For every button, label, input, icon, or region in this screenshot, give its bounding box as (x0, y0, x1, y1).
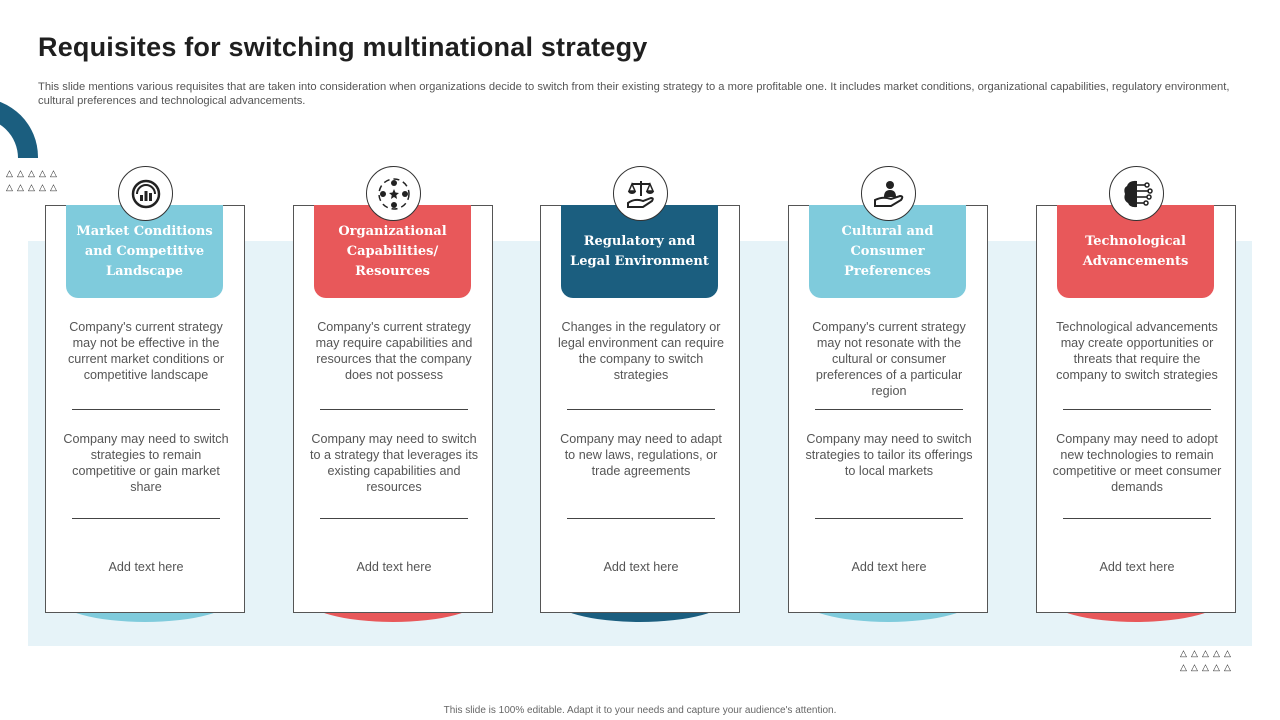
footer-note: This slide is 100% editable. Adapt it to your needs and capture your audience's attention. (443, 705, 837, 716)
card-divider-2 (567, 518, 715, 519)
card-text-2: Company may need to adapt to new laws, regulations, or trade agreements (560, 432, 722, 478)
scales-hand-icon (613, 166, 668, 221)
triangle-pattern-left: △ △ △ △ △ △ △ △ △ △ (6, 168, 57, 192)
card-text-1: Technological advancements may create opportunities or threats that require the company to switch strategies (1056, 320, 1218, 382)
chart-gauge-icon (118, 166, 173, 221)
card-heading: Regulatory and Legal Environment (561, 205, 718, 298)
card-divider-2 (320, 518, 468, 519)
requisite-card-organizational (293, 166, 493, 626)
hand-person-icon (861, 166, 916, 221)
team-star-icon (366, 166, 421, 221)
triangle-pattern-right: △ △ △ △ △ △ △ △ △ △ (1180, 648, 1231, 672)
card-text-1: Company's current strategy may not be effective in the current market conditions or competitive landscape (67, 320, 225, 382)
requisite-card-cultural (788, 166, 988, 626)
requisite-card-regulatory (540, 166, 740, 626)
card-divider-2 (815, 518, 963, 519)
card-heading: Cultural and Consumer Preferences (809, 205, 966, 298)
requisite-card-technological (1036, 166, 1236, 626)
card-divider-2 (1063, 518, 1211, 519)
card-text-3: Add text here (851, 560, 927, 574)
card-text-2: Company may need to switch strategies to remain competitive or gain market share (63, 432, 229, 494)
page-title: Requisites for switching multinational strategy (38, 32, 648, 62)
card-divider-1 (72, 409, 220, 410)
card-divider-1 (815, 409, 963, 410)
card-divider-1 (1063, 409, 1211, 410)
card-text-1: Company's current strategy may require capabilities and resources that the company does not possess (315, 320, 473, 382)
card-text-2: Company may need to adopt new technologies to remain competitive or meet consumer demands (1052, 432, 1222, 494)
card-text-1: Changes in the regulatory or legal environment can require the company to switch strategies (558, 320, 724, 382)
brain-circuit-icon (1109, 166, 1164, 221)
requisite-card-market (45, 166, 245, 626)
card-text-2: Company may need to switch strategies to tailor its offerings to local markets (805, 432, 973, 478)
card-divider-1 (567, 409, 715, 410)
card-heading: Technological Advancements (1057, 205, 1214, 298)
card-heading: Market Conditions and Competitive Landscape (66, 205, 223, 298)
card-heading: Organizational Capabilities/ Resources (314, 205, 471, 298)
card-text-3: Add text here (603, 560, 679, 574)
page-subtitle: This slide mentions various requisites that are taken into consideration when organizations decide to switch from their existing strategy to a more profitable one. It includes market conditions, organizational capabilities, regulatory environment, cultural preferences and technological advancements. (38, 81, 1230, 107)
card-divider-1 (320, 409, 468, 410)
card-text-3: Add text here (356, 560, 432, 574)
card-text-3: Add text here (108, 560, 184, 574)
card-text-3: Add text here (1099, 560, 1175, 574)
card-divider-2 (72, 518, 220, 519)
card-text-1: Company's current strategy may not resonate with the cultural or consumer preferences of a particular region (812, 320, 966, 398)
card-text-2: Company may need to switch to a strategy that leverages its existing capabilities and resources (309, 432, 478, 494)
